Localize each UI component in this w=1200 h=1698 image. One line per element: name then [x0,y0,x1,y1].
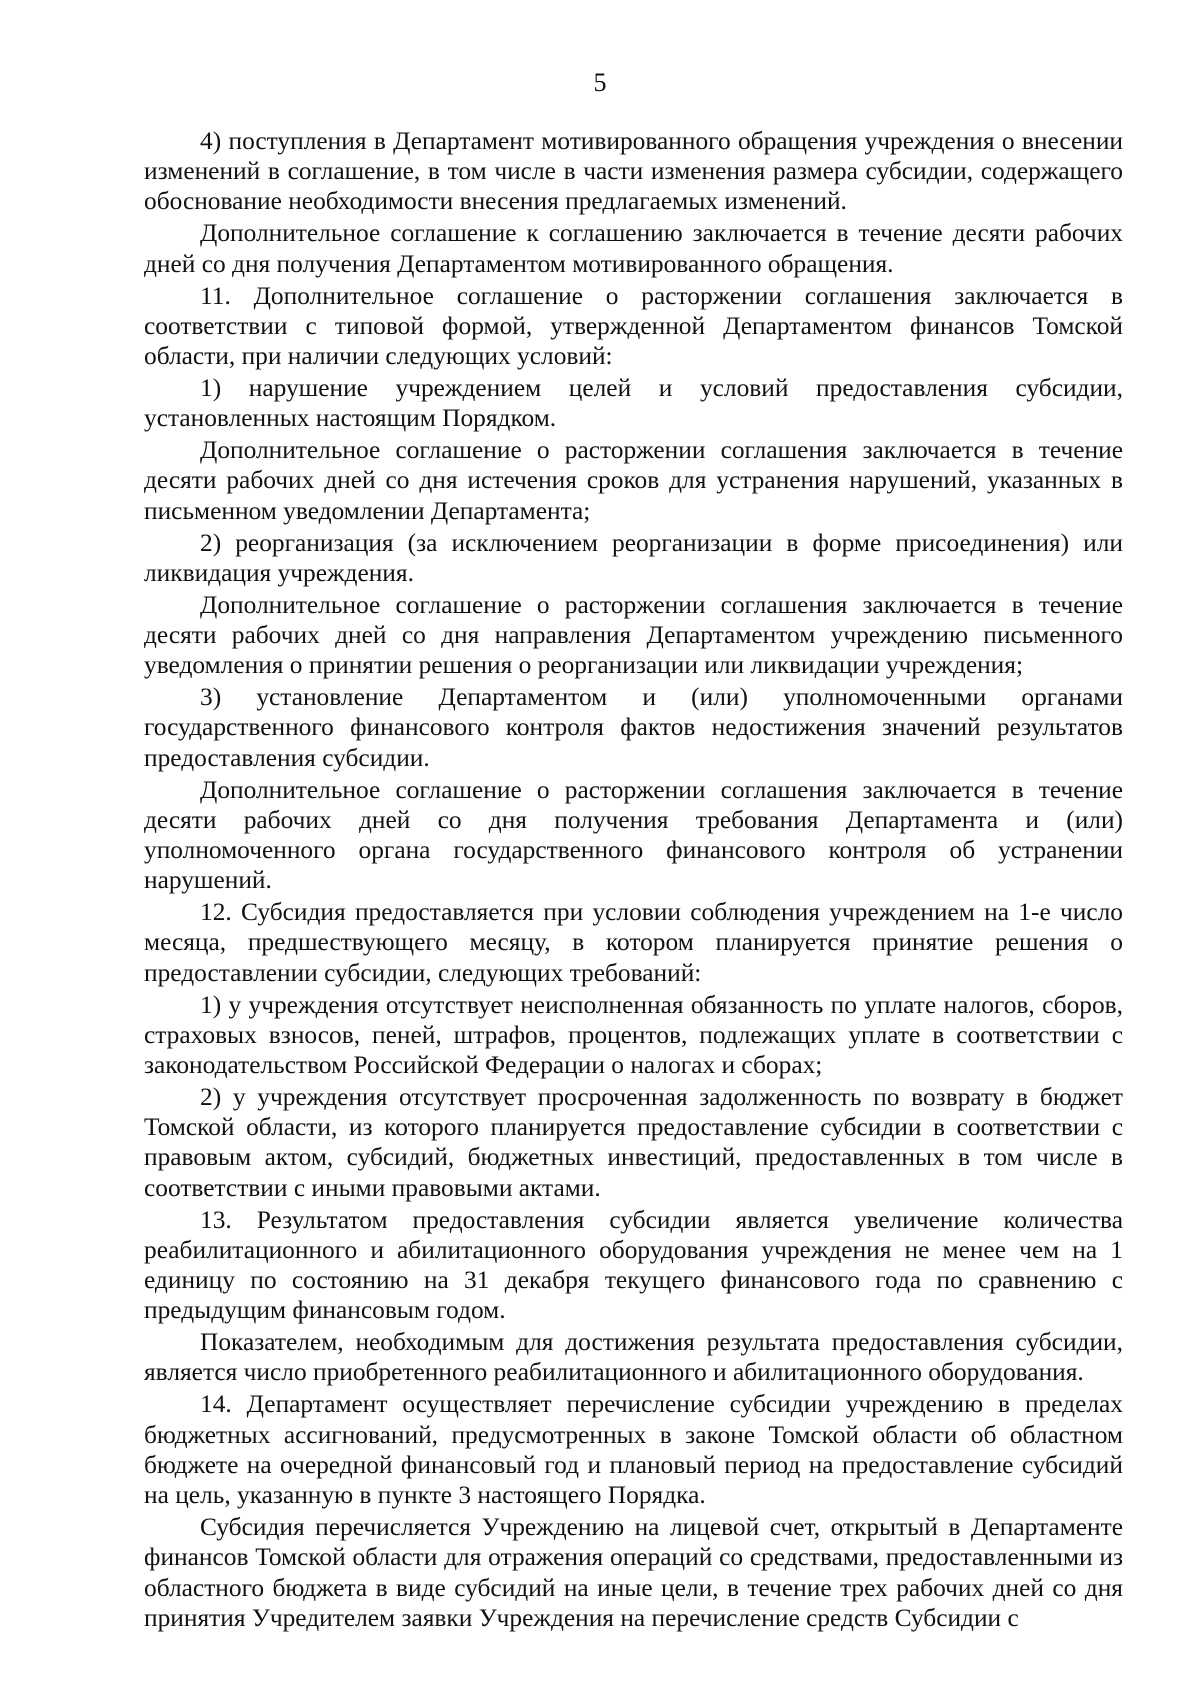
paragraph-condition-1-violation: 1) нарушение учреждением целей и условий предоставления субсидии, установленных настоящим Порядком. [144,374,1123,433]
paragraph-14-transfer: 14. Департамент осуществляет перечисление субсидии учреждению в пределах бюджетных ассигнований, предусмотренных в законе Томской области об областном бюджете на очередной финансовый год и плановый период на предоставление субсидий на цель, указанную в пункте 3 настоящего Порядка. [144,1390,1123,1510]
paragraph-condition-2-reorganization: 2) реорганизация (за исключением реорганизации в форме присоединения) или ликвидация учреждения. [144,528,1123,587]
document-body [144,126,1123,1635]
paragraph-termination-term-violation: Дополнительное соглашение о расторжении соглашения заключается в течение десяти рабочих дней со дня истечения сроков для устранения нарушений, указанных в письменном уведомлении Департамента; [144,436,1123,525]
paragraph-termination-term-reorganization: Дополнительное соглашение о расторжении соглашения заключается в течение десяти рабочих дней со дня направления Департаментом учреждению письменного уведомления о принятии решения о реорганизации или ликвидации учреждения; [144,590,1123,680]
paragraph-indicator: Показателем, необходимым для достижения результата предоставления субсидии, является число приобретенного реабилитационного и абилитационного оборудования. [144,1328,1123,1387]
page-number: 5 [593,68,607,97]
paragraph-12-requirements: 12. Субсидия предоставляется при условии соблюдения учреждением на 1-е число месяца, предшествующего месяцу, в котором планируется принятие решения о предоставлении субсидии, следующих требований: [144,898,1123,987]
paragraph-requirement-2-debt: 2) у учреждения отсутствует просроченная задолженность по возврату в бюджет Томской области, из которого планируется предоставление субсидии в соответствии с правовым актом, субсидий, бюджетных инвестиций, предоставленных в том числе в соответствии с иными правовыми актами. [144,1083,1123,1202]
paragraph-condition-3-results: 3) установление Департаментом и (или) уполномоченными органами государственного финансового контроля фактов недостижения значений результатов предоставления субсидии. [144,683,1123,772]
paragraph-13-result: 13. Результатом предоставления субсидии является увеличение количества реабилитационного и абилитационного оборудования учреждения не менее чем на 1 единицу по состоянию на 31 декабря текущего финансового года по сравнению с предыдущим финансовым годом. [144,1205,1123,1325]
paragraph-4-receipt-of-request: 4) поступления в Департамент мотивированного обращения учреждения о внесении изменений в соглашение, в том числе в части изменения размера субсидии, содержащего обоснование необходимости внесения предлагаемых изменений. [144,127,1123,216]
paragraph-termination-term-results: Дополнительное соглашение о расторжении соглашения заключается в течение десяти рабочих дней со дня получения требования Департамента и (или) уполномоченного органа государственного финансового контроля об устранении нарушений. [144,775,1123,895]
paragraph-transfer-account: Субсидия перечисляется Учреждению на лицевой счет, открытый в Департаменте финансов Томской области для отражения операций со средствами, предоставленными из областного бюджета в виде субсидий на иные цели, в течение трех рабочих дней со дня принятия Учредителем заявки Учреждения на перечисление средств Субсидии с [144,1513,1123,1632]
paragraph-additional-agreement-term: Дополнительное соглашение к соглашению заключается в течение десяти рабочих дней со дня получения Департаментом мотивированного обращения. [144,219,1123,278]
paragraph-requirement-1-taxes: 1) у учреждения отсутствует неисполненная обязанность по уплате налогов, сборов, страховых взносов, пеней, штрафов, процентов, подлежащих уплате в соответствии с законодательством Российской Федерации о налогах и сборах; [144,990,1123,1080]
paragraph-11-termination-conditions: 11. Дополнительное соглашение о расторжении соглашения заключается в соответствии с типовой формой, утвержденной Департаментом финансов Томской области, при наличии следующих условий: [144,281,1123,371]
